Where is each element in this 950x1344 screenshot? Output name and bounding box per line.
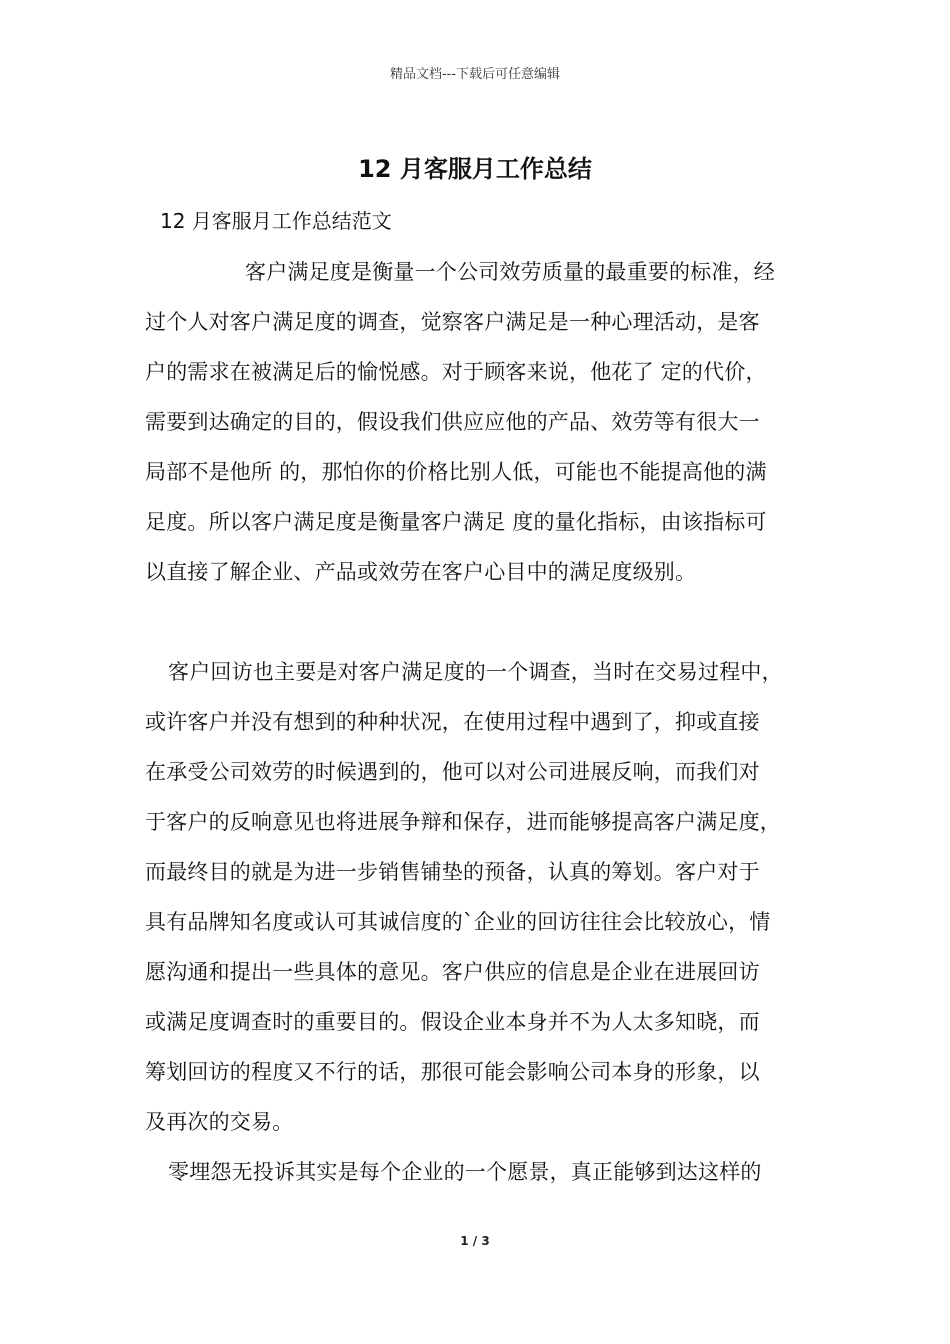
paragraph-1-line-6: 足度。所以客户满足度是衡量客户满足 度的量化指标，由该指标可 bbox=[145, 510, 767, 534]
paragraph-2-line-10: 及再次的交易。 bbox=[145, 1110, 294, 1134]
paragraph-2-line-8: 或满足度调查时的重要目的。假设企业本身并不为人太多知晓，而 bbox=[145, 1010, 760, 1034]
paragraph-2-line-1: 客户回访也主要是对客户满足度的一个调查，当时在交易过程中， bbox=[168, 660, 783, 684]
paragraph-2-line-5: 而最终目的就是为进一步销售铺垫的预备，认真的筹划。客户对于 bbox=[145, 860, 760, 884]
paragraph-2-line-9: 筹划回访的程度又不行的话，那很可能会影响公司本身的形象，以 bbox=[145, 1060, 760, 1084]
paragraph-1-line-1: 客户满足度是衡量一个公司效劳质量的最重要的标准，经 bbox=[245, 260, 775, 284]
paragraph-1-line-4: 需要到达确定的目的，假设我们供应应他的产品、效劳等有很大一 bbox=[145, 410, 760, 434]
paragraph-3-line-1: 零埋怨无投诉其实是每个企业的一个愿景，真正能够到达这样的 bbox=[168, 1160, 762, 1184]
paragraph-2-line-7: 愿沟通和提出一些具体的意见。客户供应的信息是企业在进展回访 bbox=[145, 960, 760, 984]
paragraph-2-line-2: 或许客户并没有想到的种种状况，在使用过程中遇到了，抑或直接 bbox=[145, 710, 760, 734]
paragraph-1-line-5: 局部不是他所 的，那怕你的价格比别人低，可能也不能提高他的满 bbox=[145, 460, 767, 484]
paragraph-2-line-3: 在承受公司效劳的时候遇到的，他可以对公司进展反响，而我们对 bbox=[145, 760, 760, 784]
document-title: 12 月客服月工作总结 bbox=[358, 155, 592, 183]
paragraph-1-line-7: 以直接了解企业、产品或效劳在客户心目中的满足度级别。 bbox=[145, 560, 697, 584]
document-subtitle: 12 月客服月工作总结范文 bbox=[160, 209, 392, 233]
paragraph-2-line-4: 于客户的反响意见也将进展争辩和保存，进而能够提高客户满足度， bbox=[145, 810, 781, 834]
paragraph-1-line-2: 过个人对客户满足度的调查，觉察客户满足是一种心理活动，是客 bbox=[145, 310, 760, 334]
paragraph-1-line-3: 户的需求在被满足后的愉悦感。对于顾客来说，他花了 定的代价， bbox=[145, 360, 767, 384]
paragraph-2-line-6: 具有品牌知名度或认可其诚信度的`企业的回访往往会比较放心，情 bbox=[145, 910, 771, 934]
page-number: 1 / 3 bbox=[460, 1234, 490, 1248]
header-note: 精品文档---下载后可任意编辑 bbox=[389, 67, 561, 82]
